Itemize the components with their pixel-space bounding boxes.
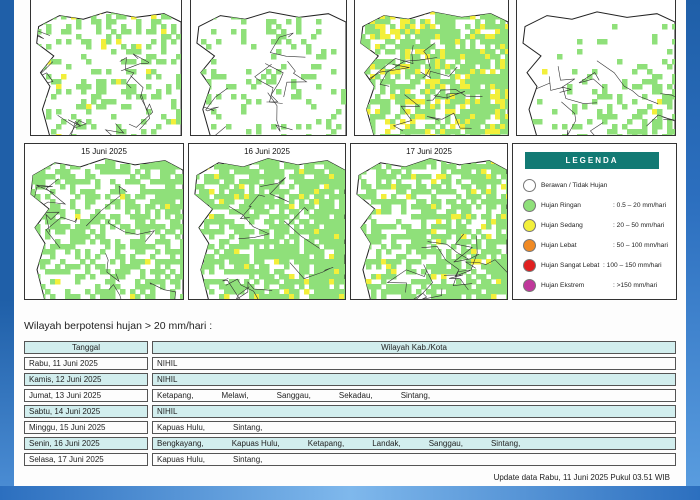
area-name: Ketapang, <box>307 439 345 448</box>
table-row <box>24 405 676 418</box>
rain-map-16-juni <box>188 143 346 300</box>
row-areas <box>152 453 676 466</box>
area-name: Sintang, <box>400 391 431 400</box>
update-timestamp: Update data Rabu, 11 Juni 2025 Pukul 03.51 WIB <box>493 473 670 482</box>
legend-range: : 0.5 – 20 mm/hari <box>613 202 667 209</box>
section-heading: Wilayah berpotensi hujan > 20 mm/hari : <box>24 320 213 332</box>
table-row <box>24 373 676 386</box>
table-row <box>24 357 676 370</box>
very-heavy-rain-swatch-icon <box>523 259 536 272</box>
light-rain-swatch-icon <box>523 199 536 212</box>
row-date: Senin, 16 Juni 2025 <box>24 437 148 450</box>
legend-range: : 50 – 100 mm/hari <box>613 242 668 249</box>
area-name: Sintang, <box>233 455 263 464</box>
date-column-header: Tanggal <box>24 341 148 354</box>
legend-title: LEGENDA <box>525 152 659 169</box>
area-name: Sekadau, <box>338 391 373 400</box>
area-name: NIHIL <box>157 407 178 416</box>
area-name: Landak, <box>372 439 401 448</box>
table-body <box>24 357 676 466</box>
row-date: Sabtu, 14 Juni 2025 <box>24 405 148 418</box>
area-name: Bengkayang, <box>157 439 204 448</box>
legend-label: Hujan Sangat Lebat <box>541 262 600 269</box>
row-areas <box>152 373 676 386</box>
map-date-title: 15 Juni 2025 <box>81 147 127 156</box>
row-areas <box>152 437 676 450</box>
legend-label: Hujan Sedang <box>541 222 583 229</box>
table-row <box>24 389 676 402</box>
table-row <box>24 437 676 450</box>
row-areas <box>152 357 676 370</box>
table-row <box>24 421 676 434</box>
area-name: Ketapang, <box>157 391 194 400</box>
row-date: Jumat, 13 Juni 2025 <box>24 389 148 402</box>
map-date-title: 17 Juni 2025 <box>406 147 452 156</box>
area-name: NIHIL <box>157 359 178 368</box>
rain-regions-table <box>24 338 676 469</box>
area-name: Sanggau, <box>276 391 311 400</box>
area-name: Melawi, <box>221 391 249 400</box>
area-name: Sintang, <box>490 439 521 448</box>
row-areas <box>152 405 676 418</box>
moderate-rain-swatch-icon <box>523 219 536 232</box>
bottom-decorative-strip <box>0 486 700 500</box>
area-name: Sintang, <box>233 423 263 432</box>
areas-column-header: Wilayah Kab./Kota <box>152 341 676 354</box>
rain-map-17-juni <box>350 143 508 300</box>
table-header-row <box>24 341 676 354</box>
legend-label: Hujan Ringan <box>541 202 581 209</box>
legend-label: Berawan / Tidak Hujan <box>541 182 608 189</box>
extreme-rain-swatch-icon <box>523 279 536 292</box>
rain-map-day-4 <box>516 0 676 136</box>
row-date: Selasa, 17 Juni 2025 <box>24 453 148 466</box>
right-decorative-bar <box>686 0 700 500</box>
area-name: NIHIL <box>157 375 178 384</box>
rain-map-15-juni <box>24 143 184 300</box>
legend-range: : 100 – 150 mm/hari <box>603 262 662 269</box>
area-name: Kapuas Hulu, <box>157 455 206 464</box>
rain-map-day-2 <box>190 0 347 136</box>
legend-label: Hujan Lebat <box>541 242 577 249</box>
left-decorative-bar <box>0 0 14 500</box>
heavy-rain-swatch-icon <box>523 239 536 252</box>
legend-label: Hujan Ekstrem <box>541 282 585 289</box>
row-date: Kamis, 12 Juni 2025 <box>24 373 148 386</box>
row-date: Rabu, 11 Juni 2025 <box>24 357 148 370</box>
row-areas <box>152 421 676 434</box>
legend-range: : 20 – 50 mm/hari <box>613 222 665 229</box>
legend-range: : >150 mm/hari <box>613 282 658 289</box>
rain-map-day-3 <box>354 0 509 136</box>
area-name: Kapuas Hulu, <box>231 439 280 448</box>
table-row <box>24 453 676 466</box>
rain-map-day-1 <box>30 0 182 136</box>
row-areas <box>152 389 676 402</box>
map-date-title: 16 Juni 2025 <box>244 147 290 156</box>
cloudy-swatch-icon <box>523 179 536 192</box>
area-name: Sanggau, <box>428 439 463 448</box>
row-date: Minggu, 15 Juni 2025 <box>24 421 148 434</box>
legend-panel <box>512 143 677 300</box>
area-name: Kapuas Hulu, <box>157 423 206 432</box>
